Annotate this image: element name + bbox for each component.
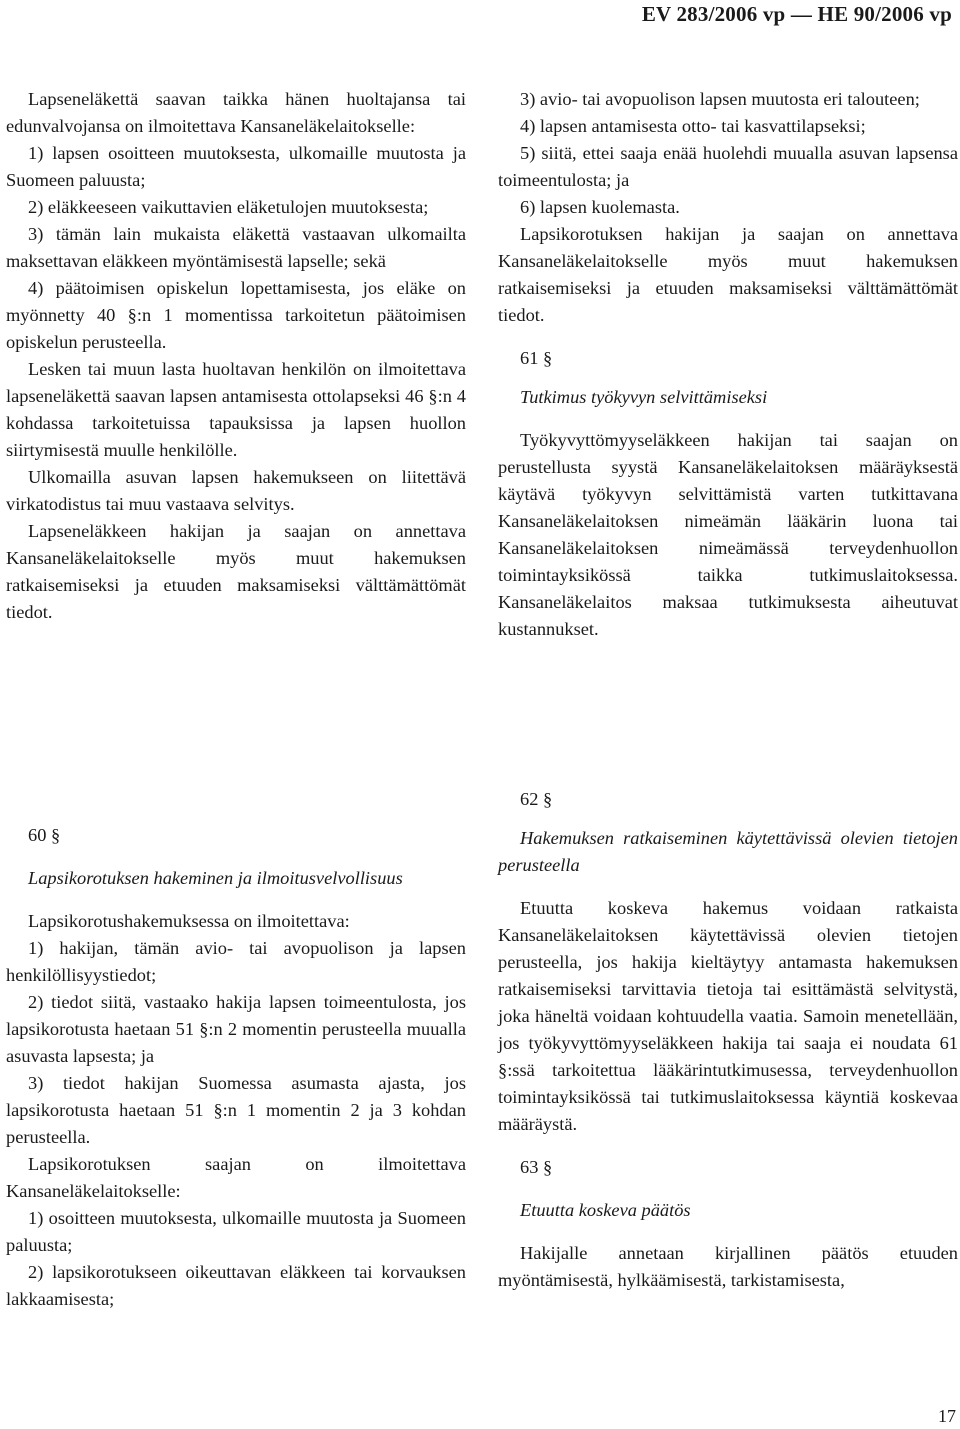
right-column-top bbox=[498, 86, 958, 643]
section-title: Etuutta koskeva päätös bbox=[520, 1200, 691, 1220]
paragraph: Etuutta koskeva hakemus voidaan ratkaista Kansaneläkelaitoksen käytettävissä olevien tietojen perusteella, jos hakija kieltäytyy antamasta hakemuksen ratkaisemiseksi tarvittavia tietoja tai esittämästä selvitystä, joka häneltä voidaan kohtuudella vaatia. Samoin menetellään, jos työkyvyttömyyseläkkeen hakija tai saaja ei noudata 61 §:ssä tarkoitettua lääkärintutkimusessa, terveydenhuollon toimintayksikössä tai tutkimuslaitoksessa käyntiä koskevaa määräystä. bbox=[498, 898, 958, 1134]
section-number: 61 § bbox=[520, 348, 553, 368]
section-title: Lapsikorotuksen hakeminen ja ilmoitusvelvollisuus bbox=[28, 868, 403, 888]
list-item: 2) tiedot siitä, vastaako hakija lapsen toimeentulosta, jos lapsikorotusta haetaan 51 §:n 2 momentin perusteella muualla asuvasta lapsesta; ja bbox=[6, 992, 466, 1066]
section-title: Hakemuksen ratkaiseminen käytettävissä olevien tietojen perusteella bbox=[498, 828, 958, 875]
paragraph: Hakijalle annetaan kirjallinen päätös etuuden myöntämisestä, hylkäämisestä, tarkistamisesta, bbox=[498, 1243, 958, 1290]
section-title: Tutkimus työkyvyn selvittämiseksi bbox=[520, 387, 768, 407]
list-item: 6) lapsen kuolemasta. bbox=[520, 197, 680, 217]
list-item: 3) tämän lain mukaista eläkettä vastaavan ulkomailta maksettavan eläkkeen myöntämisestä lapselle; sekä bbox=[6, 224, 466, 271]
list-item: 1) hakijan, tämän avio- tai avopuolison ja lapsen henkilöllisyystiedot; bbox=[6, 938, 466, 985]
left-column-top bbox=[6, 86, 466, 626]
section-number: 63 § bbox=[520, 1157, 553, 1177]
list-item: 2) eläkkeeseen vaikuttavien eläketulojen muutoksesta; bbox=[28, 197, 429, 217]
list-item: 3) avio- tai avopuolison lapsen muutosta eri talouteen; bbox=[520, 89, 920, 109]
paragraph: Lapseneläkettä saavan taikka hänen huoltajansa tai edunvalvojansa on ilmoitettava Kansaneläkelaitokselle: bbox=[6, 89, 466, 136]
left-column-bottom bbox=[6, 822, 466, 1313]
paragraph: Lapseneläkkeen hakijan ja saajan on annettava Kansaneläkelaitokselle myös muut hakemuksen ratkaisemiseksi ja etuuden maksamiseksi välttämättömät tiedot. bbox=[6, 521, 466, 622]
list-item: 3) tiedot hakijan Suomessa asumasta ajasta, jos lapsikorotusta haetaan 51 §:n 1 momentin 2 ja 3 kohdan perusteella. bbox=[6, 1073, 466, 1147]
list-item: 4) lapsen antamisesta otto- tai kasvattilapseksi; bbox=[520, 116, 866, 136]
list-item: 5) siitä, ettei saaja enää huolehdi muualla asuvan lapsensa toimeentulosta; ja bbox=[498, 143, 958, 190]
document-header: EV 283/2006 vp — HE 90/2006 vp bbox=[641, 2, 952, 26]
list-item: 1) lapsen osoitteen muutoksesta, ulkomaille muutosta ja Suomeen paluusta; bbox=[6, 143, 466, 190]
right-column-bottom bbox=[498, 786, 958, 1294]
list-item: 4) päätoimisen opiskelun lopettamisesta, jos eläke on myönnetty 40 §:n 1 momentissa tarkoitetun päätoimisen opiskelun perusteella. bbox=[6, 278, 466, 352]
page-number: 17 bbox=[938, 1406, 956, 1426]
list-item: 2) lapsikorotukseen oikeuttavan eläkkeen tai korvauksen lakkaamisesta; bbox=[6, 1262, 466, 1309]
paragraph: Lapsikorotuksen saajan on ilmoitettava Kansaneläkelaitokselle: bbox=[6, 1154, 466, 1201]
section-number: 62 § bbox=[520, 789, 553, 809]
section-number: 60 § bbox=[28, 825, 61, 845]
paragraph: Lapsikorotuksen hakijan ja saajan on annettava Kansaneläkelaitokselle myös muut hakemuksen ratkaisemiseksi ja etuuden maksamiseksi välttämättömät tiedot. bbox=[498, 224, 958, 325]
paragraph: Työkyvyttömyyseläkkeen hakijan tai saajan on perustellusta syystä Kansaneläkelaitoksen määräyksestä käytävä työkyvyn selvittämistä varten tutkittavana Kansaneläkelaitoksen nimeämän lääkärin luona tai Kansaneläkelaitoksen nimeämässä terveydenhuollon toimintayksikössä taikka tutkimuslaitoksessa. Kansaneläkelaitos maksaa tutkimuksesta aiheutuvat kustannukset. bbox=[498, 430, 958, 639]
paragraph: Lapsikorotushakemuksessa on ilmoitettava: bbox=[28, 911, 350, 931]
list-item: 1) osoitteen muutoksesta, ulkomaille muutosta ja Suomeen paluusta; bbox=[6, 1208, 466, 1255]
paragraph: Ulkomailla asuvan lapsen hakemukseen on liitettävä virkatodistus tai muu vastaava selvitys. bbox=[6, 467, 466, 514]
paragraph: Lesken tai muun lasta huoltavan henkilön on ilmoitettava lapseneläkettä saavan lapsen antamisesta ottolapseksi 46 §:n 4 kohdassa tarkoitetuissa tapauksissa ja lapsen huollon siirtymisestä muulle henkilölle. bbox=[6, 359, 466, 460]
